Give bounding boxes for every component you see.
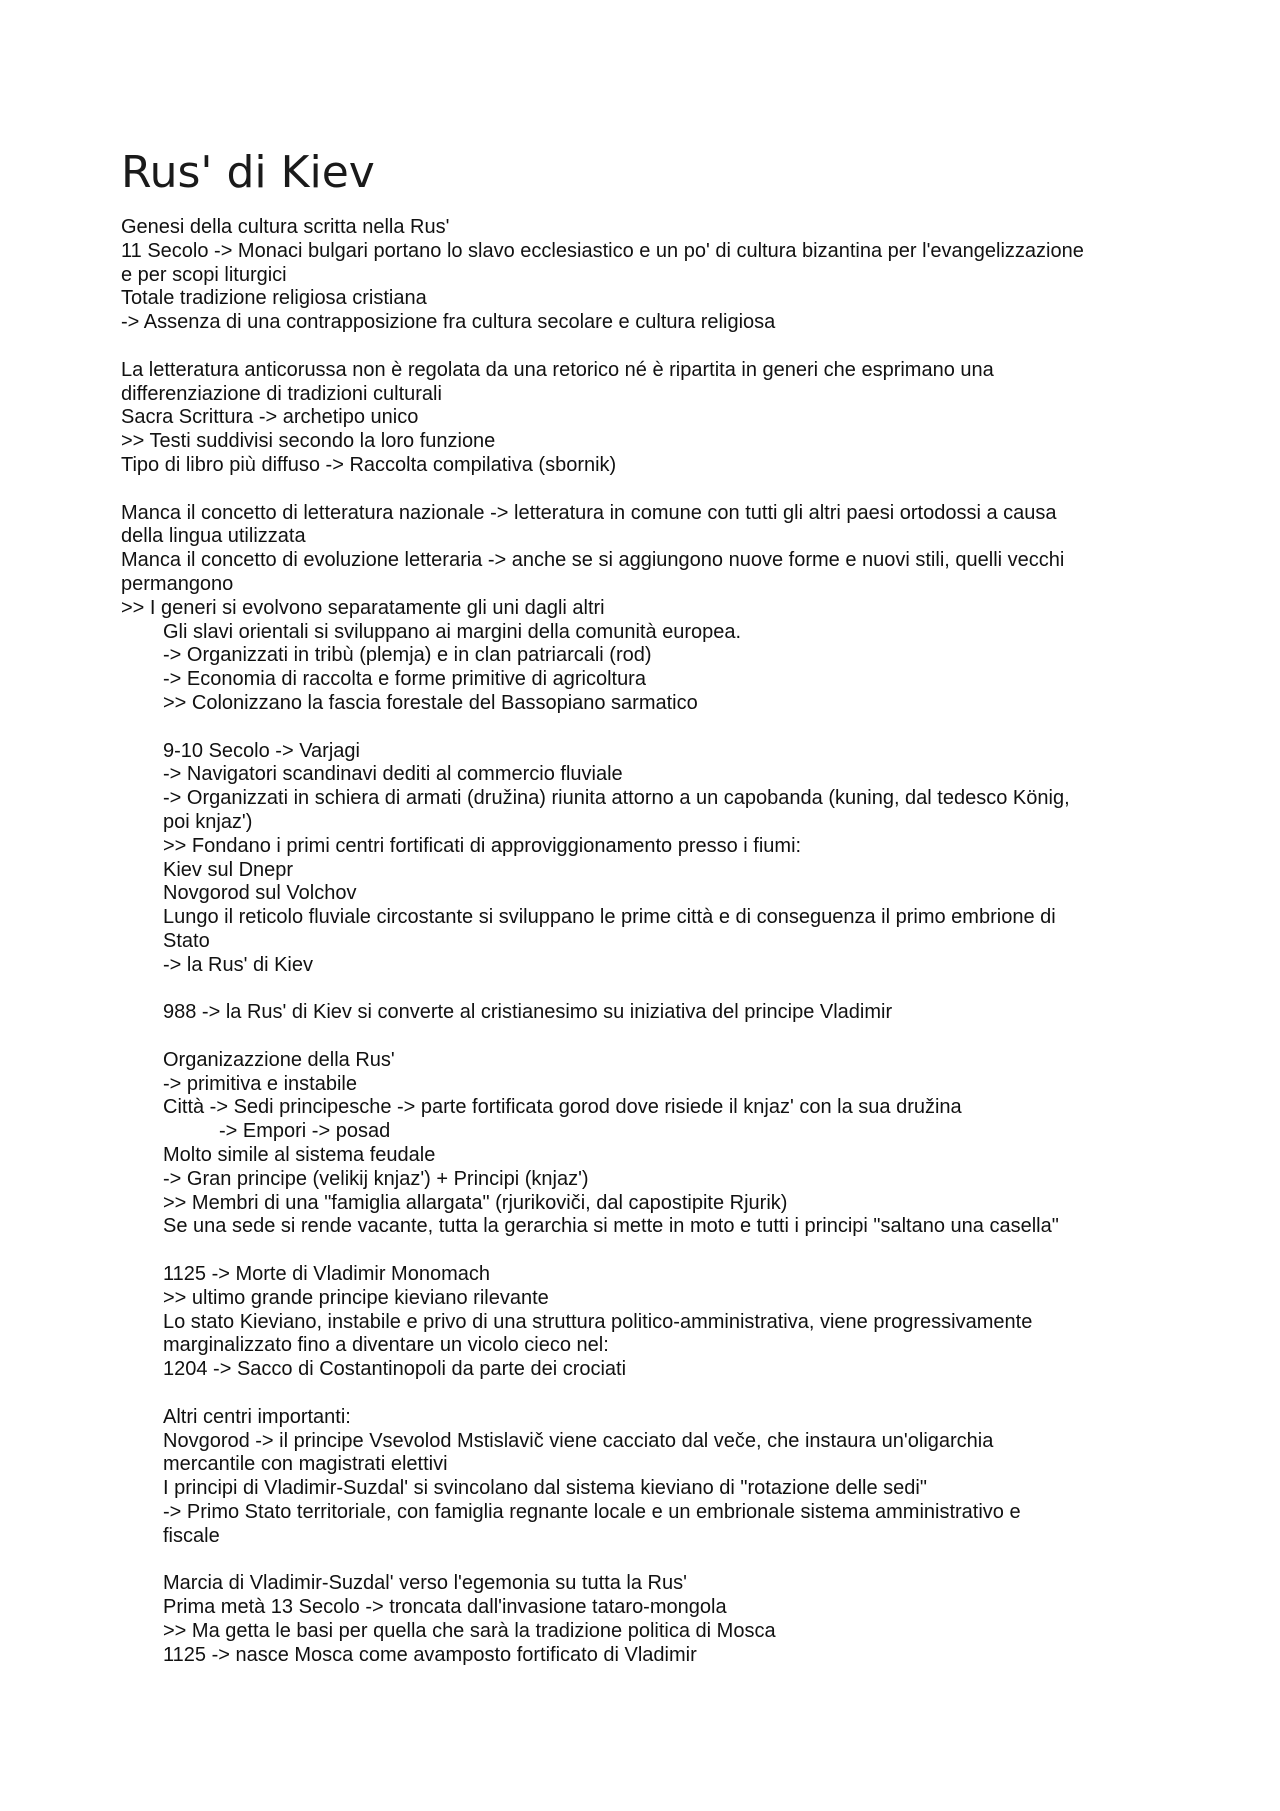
text-line: Se una sede si rende vacante, tutta la gerarchia si mette in moto e tutti i principi "saltano una casella" [163,1215,1059,1238]
text-line: >> Fondano i primi centri fortificati di approviggionamento presso i fiumi: [163,834,802,857]
text-line: >> Membri di una "famiglia allargata" (rjurikoviči, dal capostipite Rjurik) [163,1191,788,1214]
text-line: 1204 -> Sacco di Costantinopoli da parte dei crociati [163,1358,627,1381]
text-line: >> Testi suddivisi secondo la loro funzione [121,430,496,453]
text-line: -> la Rus' di Kiev [163,953,313,976]
text-line: della lingua utilizzata [121,525,306,548]
text-line: >> Ma getta le basi per quella che sarà la tradizione politica di Mosca [163,1620,776,1643]
text-line: Genesi della cultura scritta nella Rus' [121,216,450,238]
text-line: Totale tradizione religiosa cristiana [121,287,427,310]
text-line: Tipo di libro più diffuso -> Raccolta compilativa (sbornik) [121,453,617,476]
text-line: >> ultimo grande principe kieviano rilevante [163,1286,549,1309]
paragraph-gap [121,716,1200,740]
text-line: -> primitiva e instabile [163,1072,357,1095]
text-line: I principi di Vladimir-Suzdal' si svincolano dal sistema kieviano di "rotazione delle sedi" [163,1477,927,1500]
text-line: fiscale [163,1524,220,1547]
text-line: Manca il concetto di evoluzione letteraria -> anche se si aggiungono nuove forme e nuovi stili, quelli vecchi [121,549,1065,572]
text-line: 1125 -> nasce Mosca come avamposto fortificato di Vladimir [163,1643,697,1666]
paragraph-gap [121,1549,1200,1573]
text-line: Altri centri importanti: [163,1405,351,1428]
text-line: -> Organizzati in schiera di armati (družina) riunita attorno a un capobanda (kuning, dal tedesco König, [163,787,1070,810]
text-line: Novgorod sul Volchov [163,882,357,905]
paragraph-gap [121,1025,1200,1049]
text-line: >> I generi si evolvono separatamente gli uni dagli altri [121,596,605,619]
text-line: -> Gran principe (velikij knjaz') + Principi (knjaz') [163,1167,589,1190]
paragraph-gap [121,478,1200,502]
text-line: -> Primo Stato territoriale, con famiglia regnante locale e un embrionale sistema amministrativo e [163,1501,1021,1524]
text-line: mercantile con magistrati elettivi [163,1453,448,1476]
paragraph-gap [121,1382,1200,1406]
text-line: permangono [121,572,234,595]
text-line: 9-10 Secolo -> Varjagi [163,739,360,762]
text-line: Città -> Sedi principesche -> parte fortificata gorod dove risiede il knjaz' con la sua družina [163,1096,962,1119]
text-line: Marcia di Vladimir-Suzdal' verso l'egemonia su tutta la Rus' [163,1572,687,1595]
text-line: Prima metà 13 Secolo -> troncata dall'invasione tataro-mongola [163,1596,727,1619]
text-line: e per scopi liturgici [121,263,287,286]
text-line: -> Economia di raccolta e forme primitive di agricoltura [163,668,646,691]
text-line: Molto simile al sistema feudale [163,1144,436,1167]
text-line: 1125 -> Morte di Vladimir Monomach [163,1263,490,1286]
text-line: Manca il concetto di letteratura nazionale -> letteratura in comune con tutti gli altri paesi ortodossi a causa [121,501,1057,524]
paragraph-gap [121,335,1200,359]
text-line: differenziazione di tradizioni culturali [121,382,442,405]
text-line: -> Assenza di una contrapposizione fra cultura secolare e cultura religiosa [121,311,776,334]
text-line: Kiev sul Dnepr [163,858,294,881]
text-line: >> Colonizzano la fascia forestale del Bassopiano sarmatico [163,691,698,714]
text-line: Lungo il reticolo fluviale circostante si sviluppano le prime città e di conseguenza il primo embrione di [163,906,1056,929]
text-line: -> Empori -> posad [219,1120,391,1143]
text-line: Lo stato Kieviano, instabile e privo di una struttura politico-amministrativa, viene progressivamente [163,1310,1033,1333]
text-line: 988 -> la Rus' di Kiev si converte al cristianesimo su iniziativa del principe Vladimir [163,1001,893,1024]
text-line: poi knjaz') [163,810,253,833]
text-line: -> Organizzati in tribù (plemja) e in clan patriarcali (rod) [163,644,652,667]
text-line: Sacra Scrittura -> archetipo unico [121,406,419,429]
text-line: La letteratura anticorussa non è regolata da una retorico né è ripartita in generi che esprimano una [121,358,994,381]
text-line: marginalizzato fino a diventare un vicolo cieco nel: [163,1334,609,1357]
text-line: -> Navigatori scandinavi dediti al commercio fluviale [163,763,623,786]
text-line: 11 Secolo -> Monaci bulgari portano lo slavo ecclesiastico e un po' di cultura bizantina per l'evangelizzazione [121,239,1084,262]
paragraph-gap [121,978,1200,1002]
text-line: Stato [163,929,210,952]
page-title: Rus' di Kiev [121,147,375,198]
text-line: Organizazzione della Rus' [163,1048,395,1071]
text-line: Novgorod -> il principe Vsevolod Mstislavič viene cacciato dal veče, che instaura un'oligarchia [163,1429,994,1452]
document-body [121,216,1200,1668]
paragraph-gap [121,1239,1200,1263]
text-line: Gli slavi orientali si sviluppano ai margini della comunità europea. [163,620,742,643]
